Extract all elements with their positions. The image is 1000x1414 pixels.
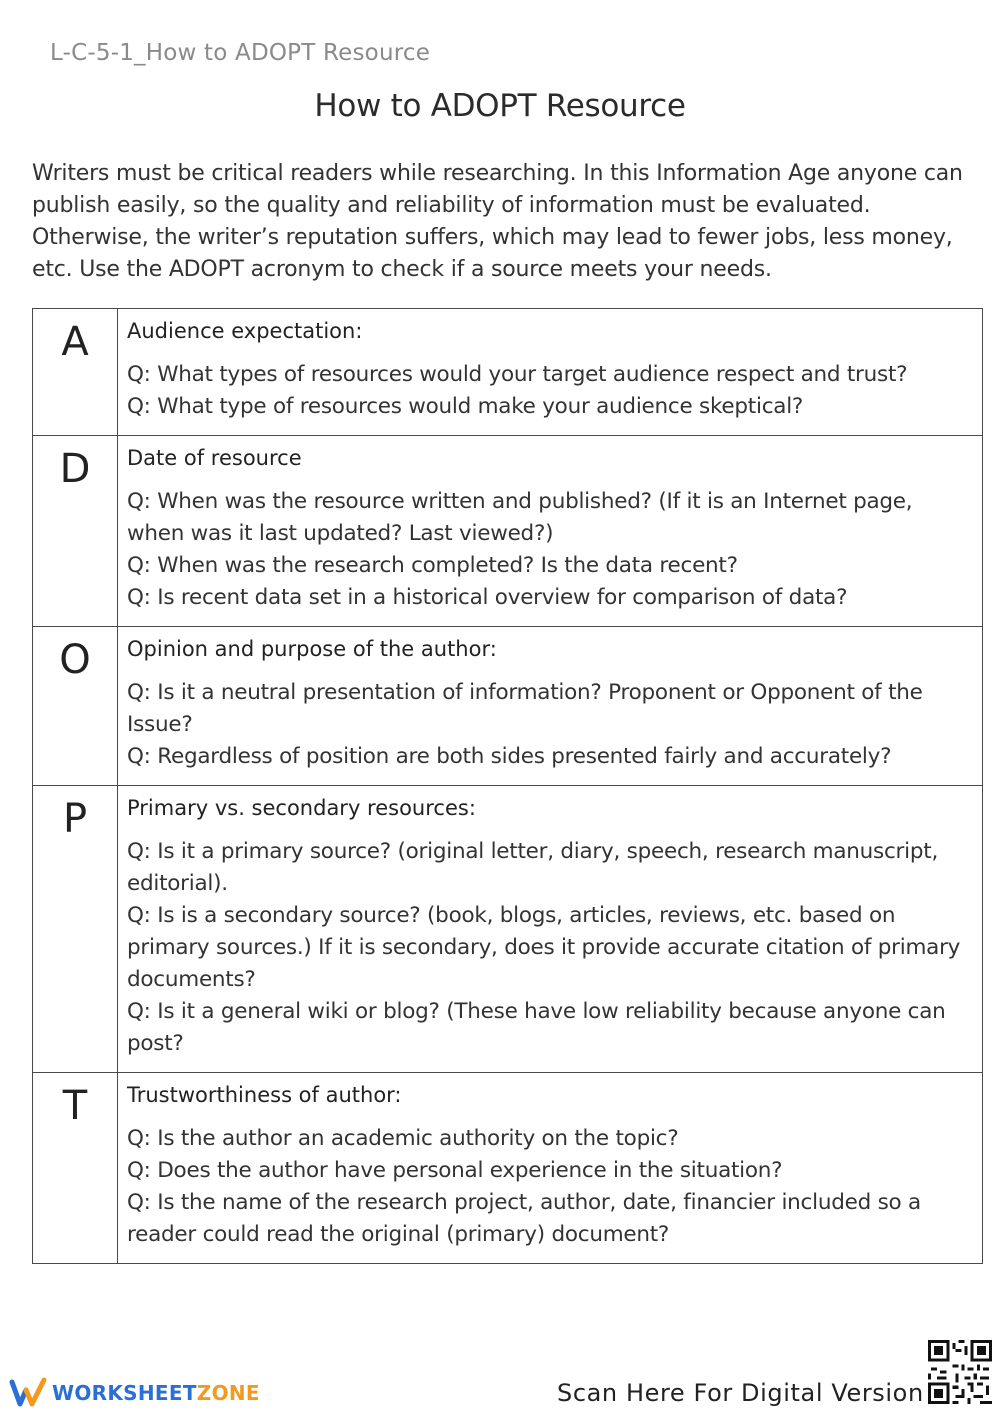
adopt-table — [32, 308, 983, 1264]
adopt-question: Q: Is it a primary source? (original letter, diary, speech, research manuscript, editorial). — [127, 839, 939, 896]
adopt-question: Q: What type of resources would make your audience skeptical? — [127, 394, 804, 419]
adopt-row-p — [33, 786, 983, 1073]
adopt-question: Q: Is it a neutral presentation of information? Proponent or Opponent of the Issue? — [127, 680, 923, 737]
brand-logo — [8, 1374, 260, 1412]
adopt-question: Q: Is is a secondary source? (book, blogs, articles, reviews, etc. based on primary sources.) If it is secondary, does it provide accurate citation of primary documents? — [127, 903, 961, 992]
adopt-description-cell — [118, 786, 983, 1073]
adopt-question: Q: Is the name of the research project, author, date, financier included so a reader could read the original (primary) document? — [127, 1190, 921, 1247]
adopt-letter: T — [33, 1073, 118, 1264]
scan-prompt: Scan Here For Digital Version — [557, 1379, 924, 1407]
intro-paragraph: Writers must be critical readers while researching. In this Information Age anyone can publish easily, so the quality and reliability of information must be evaluated. Otherwise, the writer’s reputation suffers, which may lead to fewer jobs, less money, etc. Use the ADOPT acronym to check if a source meets your needs. — [32, 161, 963, 282]
adopt-question: Q: Is recent data set in a historical overview for comparison of data? — [127, 585, 848, 610]
adopt-row-d — [33, 436, 983, 627]
adopt-question: Q: When was the resource written and published? (If it is an Internet page, when was it last updated? Last viewed?) — [127, 489, 913, 546]
adopt-letter: D — [33, 436, 118, 627]
adopt-description-cell — [118, 1073, 983, 1264]
adopt-letter: P — [33, 786, 118, 1073]
adopt-row-a — [33, 309, 983, 436]
adopt-row-title: Audience expectation: — [127, 319, 363, 343]
brand-name-part1: WORKSHEET — [52, 1381, 197, 1405]
adopt-question: Q: What types of resources would your target audience respect and trust? — [127, 362, 908, 387]
adopt-description-cell — [118, 627, 983, 786]
adopt-question: Q: Regardless of position are both sides presented fairly and accurately? — [127, 744, 892, 769]
adopt-question: Q: Is the author an academic authority on the topic? — [127, 1126, 679, 1151]
page-title: How to ADOPT Resource — [314, 88, 686, 124]
adopt-row-title: Date of resource — [127, 446, 302, 470]
qr-code-icon[interactable] — [928, 1340, 992, 1404]
adopt-letter: O — [33, 627, 118, 786]
adopt-description-cell — [118, 309, 983, 436]
worksheetzone-logo-icon — [8, 1376, 52, 1410]
adopt-question: Q: When was the research completed? Is the data recent? — [127, 553, 738, 578]
document-code: L-C-5-1_How to ADOPT Resource — [50, 40, 431, 66]
adopt-row-o — [33, 627, 983, 786]
adopt-description-cell — [118, 436, 983, 627]
adopt-row-title: Trustworthiness of author: — [127, 1083, 402, 1107]
adopt-letter: A — [33, 309, 118, 436]
brand-name-part2: ZONE — [196, 1381, 260, 1405]
adopt-row-title: Opinion and purpose of the author: — [127, 637, 497, 661]
adopt-row-t — [33, 1073, 983, 1264]
adopt-question: Q: Is it a general wiki or blog? (These have low reliability because anyone can post? — [127, 999, 946, 1056]
adopt-question: Q: Does the author have personal experience in the situation? — [127, 1158, 783, 1183]
adopt-row-title: Primary vs. secondary resources: — [127, 796, 476, 820]
